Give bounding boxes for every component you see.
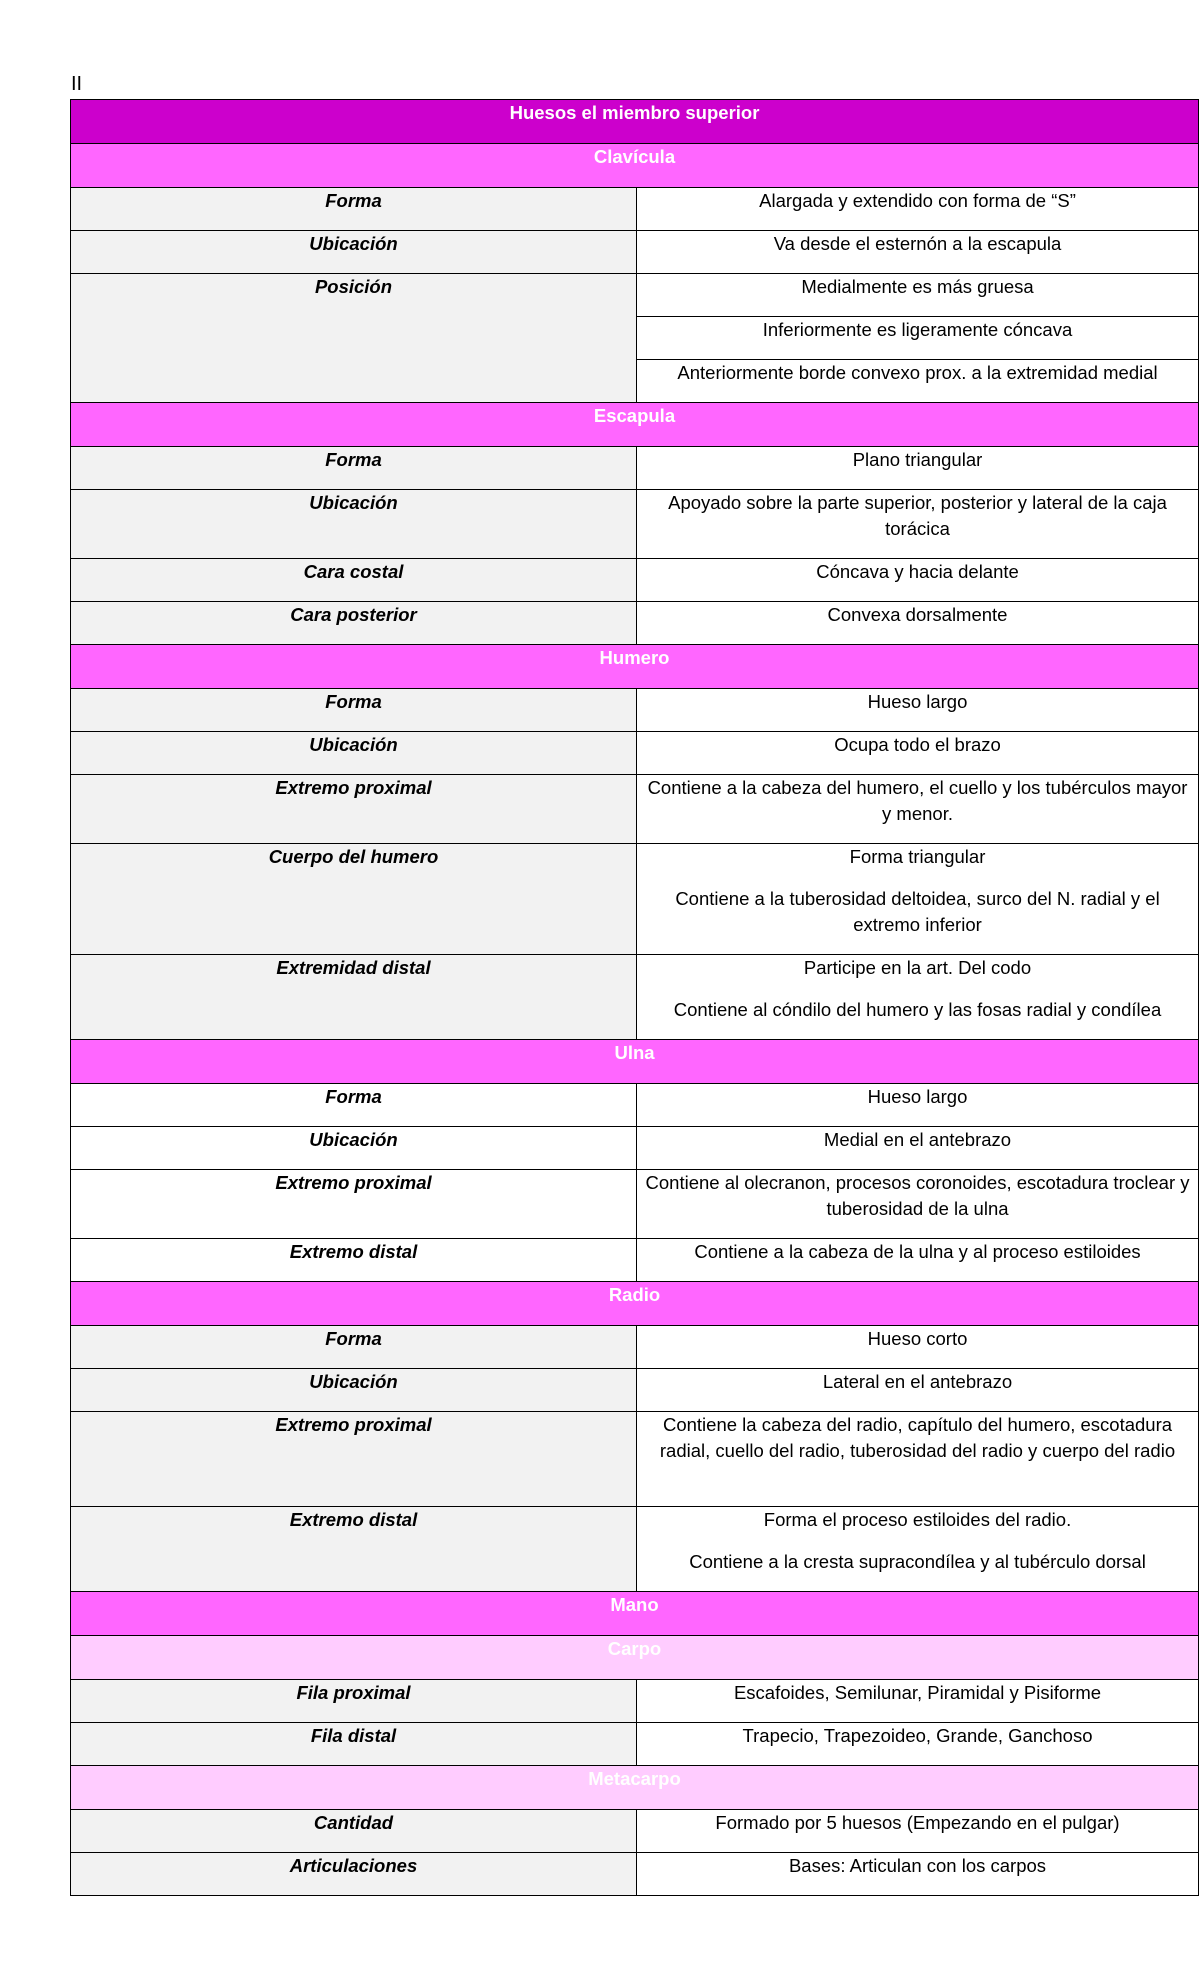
row-value: Hueso corto [637, 1326, 1199, 1369]
table-row [71, 689, 1199, 732]
section-title-ulna: Ulna [71, 1040, 1199, 1084]
table-row [71, 1084, 1199, 1127]
section-title-radio: Radio [71, 1282, 1199, 1326]
row-value: Contiene al olecranon, procesos coronoides, escotadura troclear y tuberosidad de la ulna [637, 1170, 1199, 1239]
row-value [637, 955, 1199, 1040]
subsection-title-metacarpo: Metacarpo [71, 1766, 1199, 1810]
row-value: Apoyado sobre la parte superior, posterior y lateral de la caja torácica [637, 490, 1199, 559]
section-header-row [71, 403, 1199, 447]
table-title-row [71, 100, 1199, 144]
row-label: Cara posterior [71, 602, 637, 645]
table-row [71, 559, 1199, 602]
table-row [71, 274, 1199, 317]
row-label: Forma [71, 1326, 637, 1369]
row-value: Escafoides, Semilunar, Piramidal y Pisiforme [637, 1680, 1199, 1723]
row-label: Extremo proximal [71, 1170, 637, 1239]
section-header-row [71, 1592, 1199, 1636]
page-marker: II [71, 73, 83, 95]
row-label: Extremo proximal [71, 775, 637, 844]
row-value: Ocupa todo el brazo [637, 732, 1199, 775]
row-label: Extremo proximal [71, 1412, 637, 1507]
row-label: Extremidad distal [71, 955, 637, 1040]
row-label: Ubicación [71, 490, 637, 559]
row-value: Trapecio, Trapezoideo, Grande, Ganchoso [637, 1723, 1199, 1766]
table-row [71, 1853, 1199, 1896]
row-label: Ubicación [71, 231, 637, 274]
row-value: Hueso largo [637, 689, 1199, 732]
table-row [71, 188, 1199, 231]
row-value: Contiene a la cabeza del humero, el cuello y los tubérculos mayor y menor. [637, 775, 1199, 844]
row-label: Ubicación [71, 1369, 637, 1412]
row-value [637, 844, 1199, 955]
row-value: Contiene la cabeza del radio, capítulo del humero, escotadura radial, cuello del radio, tuberosidad del radio y cuerpo del radio [637, 1412, 1199, 1507]
table-row [71, 1170, 1199, 1239]
row-label: Posición [71, 274, 637, 403]
row-value: Plano triangular [637, 447, 1199, 490]
row-value: Hueso largo [637, 1084, 1199, 1127]
row-label: Extremo distal [71, 1239, 637, 1282]
row-label: Forma [71, 188, 637, 231]
row-label: Forma [71, 1084, 637, 1127]
subsection-header-row [71, 1766, 1199, 1810]
row-label: Forma [71, 689, 637, 732]
bones-table [70, 99, 1199, 1896]
row-value: Convexa dorsalmente [637, 602, 1199, 645]
row-label: Ubicación [71, 1127, 637, 1170]
row-label: Cara costal [71, 559, 637, 602]
section-title-clavicula: Clavícula [71, 144, 1199, 188]
row-value: Medialmente es más gruesa [637, 274, 1199, 317]
table-row [71, 732, 1199, 775]
section-header-row [71, 144, 1199, 188]
row-value-line: Contiene a la tuberosidad deltoidea, surco del N. radial y el extremo inferior [675, 888, 1160, 935]
row-label: Fila distal [71, 1723, 637, 1766]
table-row [71, 490, 1199, 559]
row-value: Contiene a la cabeza de la ulna y al proceso estiloides [637, 1239, 1199, 1282]
table-row [71, 1680, 1199, 1723]
row-label: Fila proximal [71, 1680, 637, 1723]
subsection-header-row [71, 1636, 1199, 1680]
table-row [71, 231, 1199, 274]
row-value-line: Participe en la art. Del codo [803, 957, 1032, 978]
row-label: Cuerpo del humero [71, 844, 637, 955]
section-header-row [71, 1040, 1199, 1084]
row-value: Va desde el esternón a la escapula [637, 231, 1199, 274]
section-title-escapula: Escapula [71, 403, 1199, 447]
table-row [71, 955, 1199, 1040]
row-value: Bases: Articulan con los carpos [637, 1853, 1199, 1896]
table-row [71, 1127, 1199, 1170]
table-title: Huesos el miembro superior [71, 100, 1199, 144]
row-value: Inferiormente es ligeramente cóncava [637, 317, 1199, 360]
row-value-line: Contiene a la cresta supracondílea y al tubérculo dorsal [689, 1551, 1146, 1572]
row-value: Cóncava y hacia delante [637, 559, 1199, 602]
row-label: Extremo distal [71, 1507, 637, 1592]
table-row [71, 602, 1199, 645]
table-row [71, 1369, 1199, 1412]
row-label: Articulaciones [71, 1853, 637, 1896]
row-value: Formado por 5 huesos (Empezando en el pulgar) [637, 1810, 1199, 1853]
table-row [71, 1810, 1199, 1853]
section-title-humero: Humero [71, 645, 1199, 689]
table-row [71, 775, 1199, 844]
table-row [71, 1507, 1199, 1592]
section-header-row [71, 1282, 1199, 1326]
table-row [71, 1326, 1199, 1369]
row-value: Medial en el antebrazo [637, 1127, 1199, 1170]
row-value: Anteriormente borde convexo prox. a la extremidad medial [637, 360, 1199, 403]
row-value-line: Forma triangular [849, 846, 986, 867]
table-row [71, 844, 1199, 955]
row-value-line: Contiene al cóndilo del humero y las fosas radial y condílea [673, 999, 1162, 1020]
row-value-line: Forma el proceso estiloides del radio. [763, 1509, 1072, 1530]
row-value: Lateral en el antebrazo [637, 1369, 1199, 1412]
table-row [71, 1723, 1199, 1766]
row-value [637, 1507, 1199, 1592]
row-label: Forma [71, 447, 637, 490]
table-row [71, 1412, 1199, 1507]
section-title-mano: Mano [71, 1592, 1199, 1636]
row-label: Ubicación [71, 732, 637, 775]
table-row [71, 447, 1199, 490]
section-header-row [71, 645, 1199, 689]
subsection-title-carpo: Carpo [71, 1636, 1199, 1680]
row-label: Cantidad [71, 1810, 637, 1853]
table-row [71, 1239, 1199, 1282]
row-value: Alargada y extendido con forma de “S” [637, 188, 1199, 231]
